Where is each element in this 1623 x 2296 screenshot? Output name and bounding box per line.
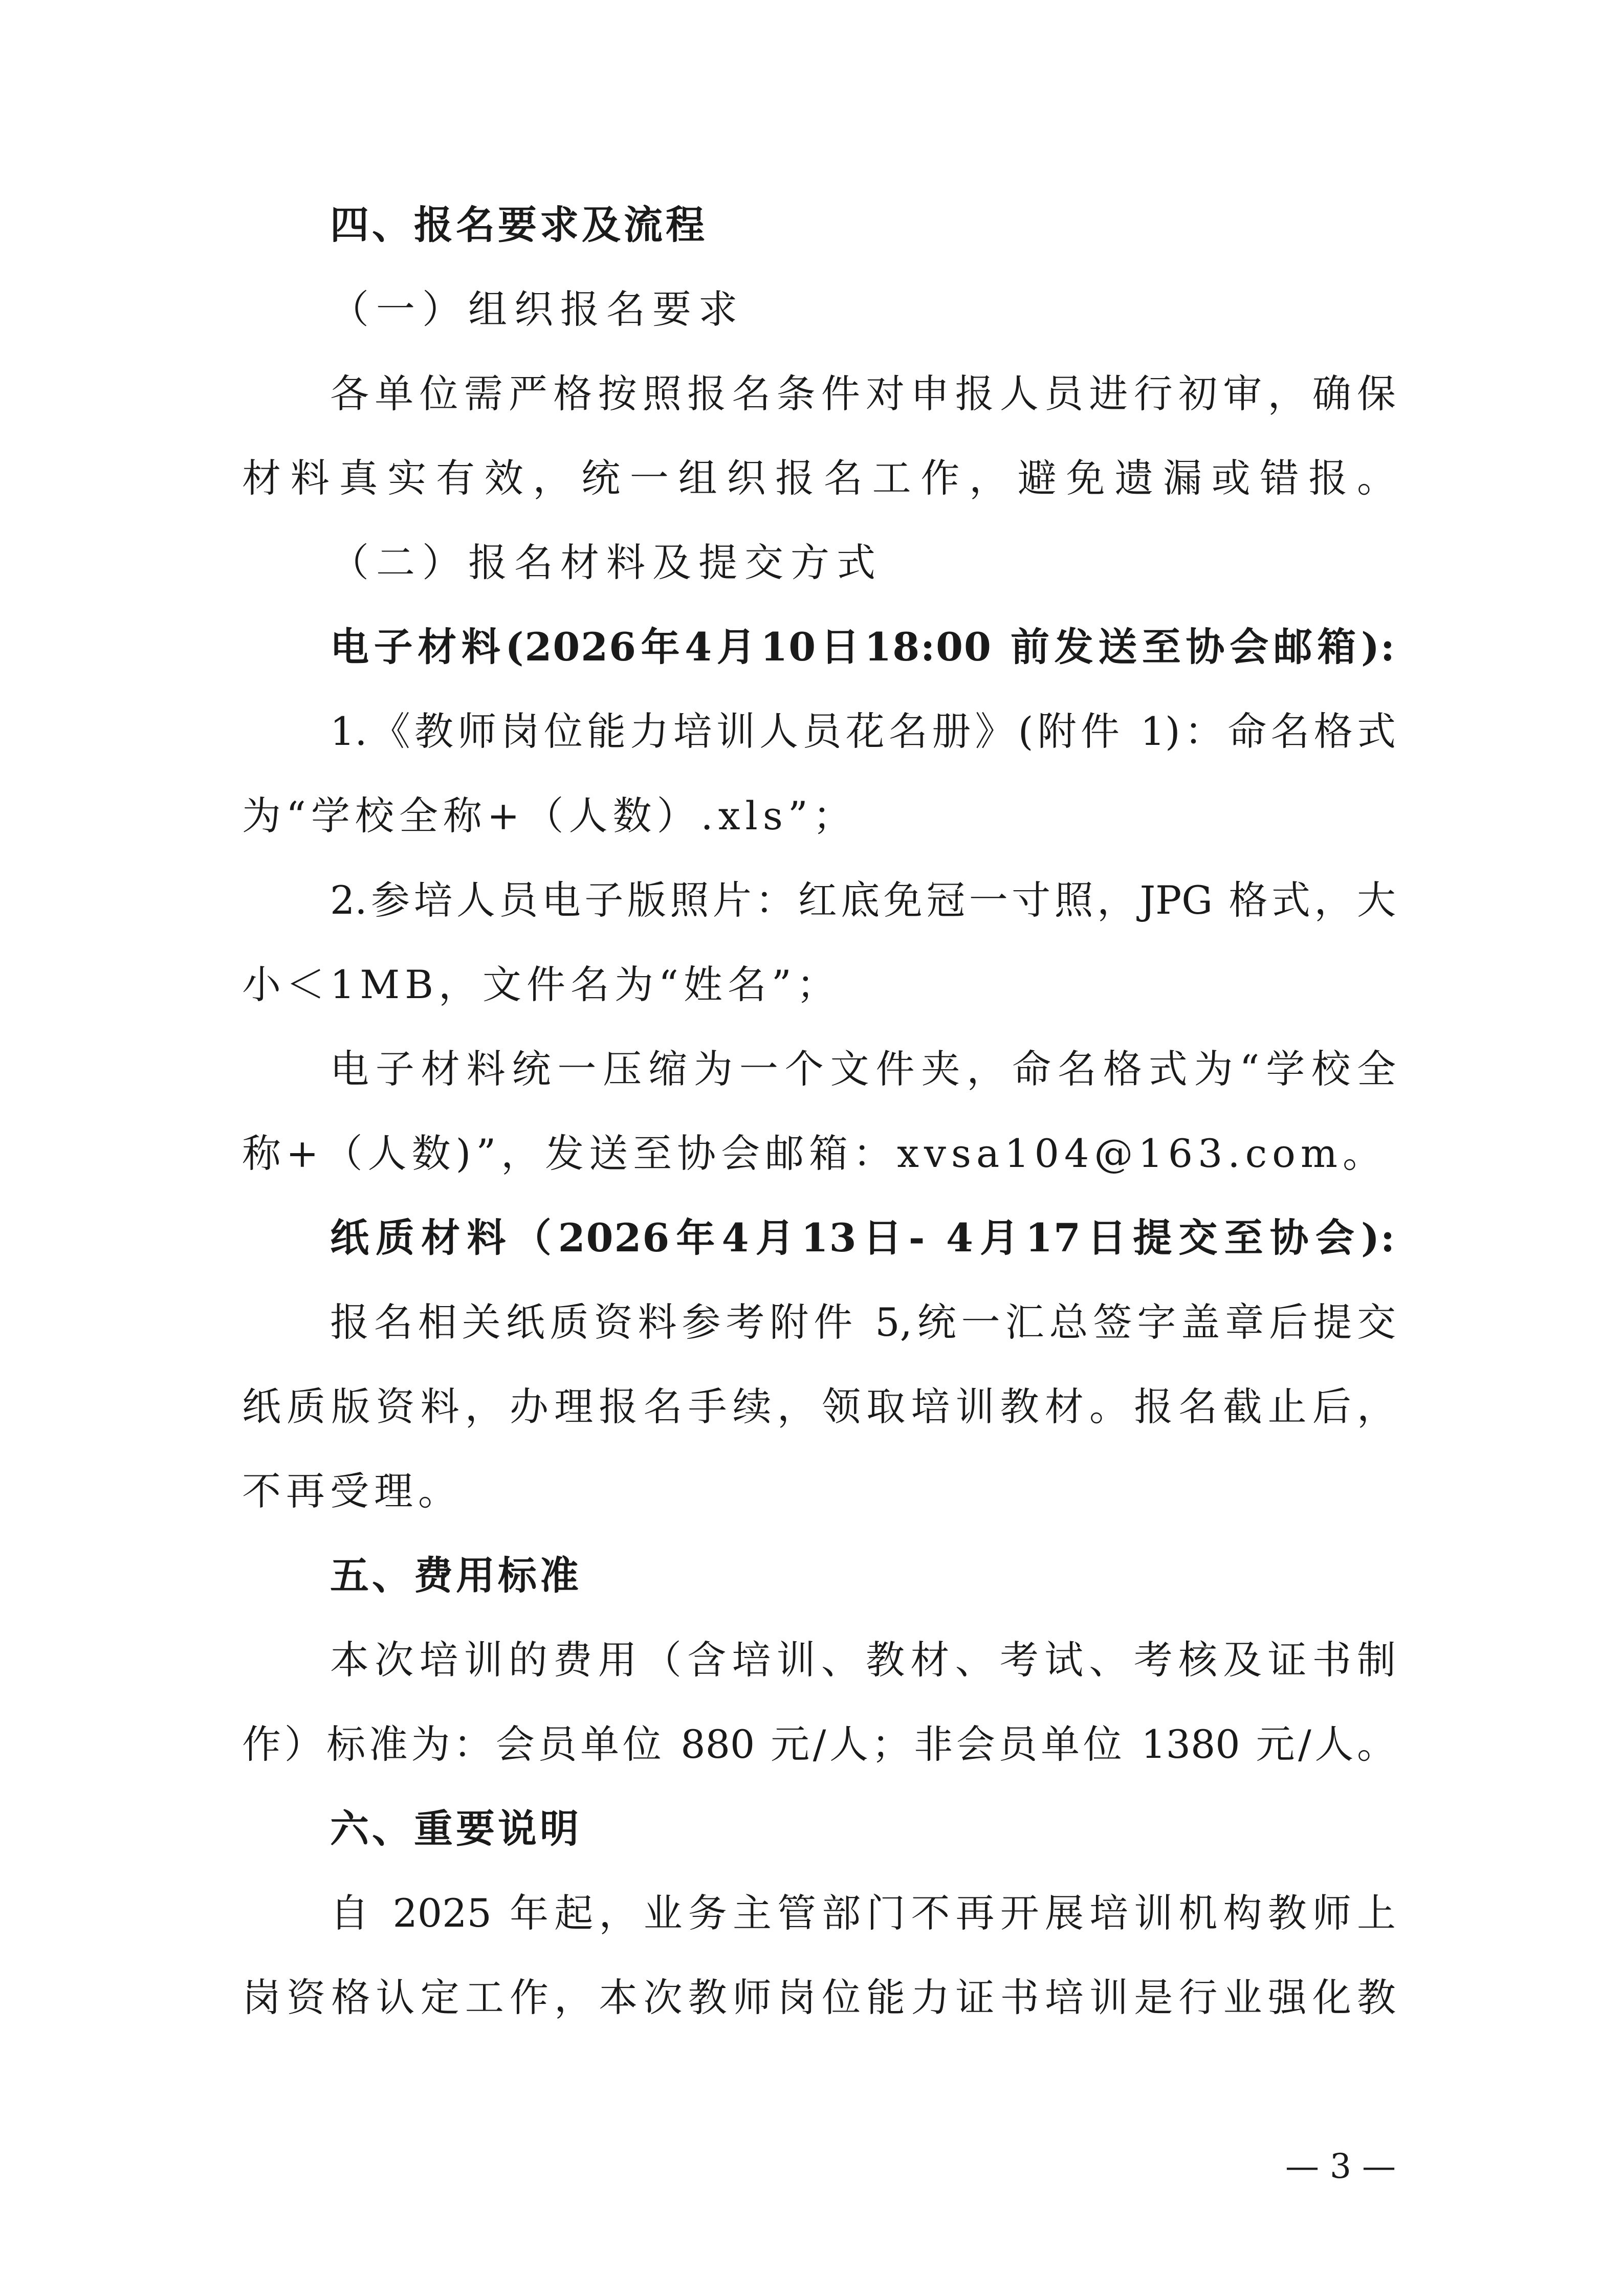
paragraph-line: 1.《教师岗位能力培训人员花名册》(附件 1)：命名格式 [330,709,1396,754]
section-heading-4: 四、报名要求及流程 [330,202,708,248]
paragraph-line: 为“学校全称+（人数）.xls”； [242,793,857,838]
section-heading-6: 六、重要说明 [330,1806,582,1851]
paragraph-line: 各单位需严格按照报名条件对申报人员进行初审，确保 [330,371,1396,416]
paragraph-line: 纸质版资料，办理报名手续，领取培训教材。报名截止后， [242,1384,1396,1429]
paragraph-line: 电子材料统一压缩为一个文件夹，命名格式为“学校全 [330,1046,1396,1092]
paragraph-line: 2.参培人员电子版照片：红底免冠一寸照，JPG 格式，大 [330,877,1396,923]
subsection-heading-1: （一）组织报名要求 [330,286,744,332]
paper-materials-heading: 纸质材料（2026年4月13日- 4月17日提交至协会): [330,1215,1396,1261]
subsection-heading-2: （二）报名材料及提交方式 [330,540,883,585]
section-heading-5: 五、费用标准 [330,1553,582,1598]
paragraph-line: 小＜1MB，文件名为“姓名”； [242,962,841,1007]
paragraph-line: 自 2025 年起，业务主管部门不再开展培训机构教师上 [330,1890,1396,1936]
electronic-materials-heading: 电子材料(2026年4月10日18:00 前发送至协会邮箱): [330,624,1396,670]
page-number: — 3 — [1285,2147,1396,2186]
paragraph-line: 称+（人数)”，发送至协会邮箱：xvsa104@163.com。 [242,1131,1387,1176]
paragraph-line: 作）标准为：会员单位 880 元/人；非会员单位 1380 元/人。 [242,1721,1396,1767]
paragraph-line: 不再受理。 [242,1468,462,1514]
paragraph-line: 材料真实有效，统一组织报名工作，避免遗漏或错报。 [242,455,1396,501]
paragraph-line: 岗资格认定工作，本次教师岗位能力证书培训是行业强化教 [242,1975,1396,2020]
paragraph-line: 报名相关纸质资料参考附件 5,统一汇总签字盖章后提交 [330,1299,1396,1345]
paragraph-line: 本次培训的费用（含培训、教材、考试、考核及证书制 [330,1637,1396,1683]
